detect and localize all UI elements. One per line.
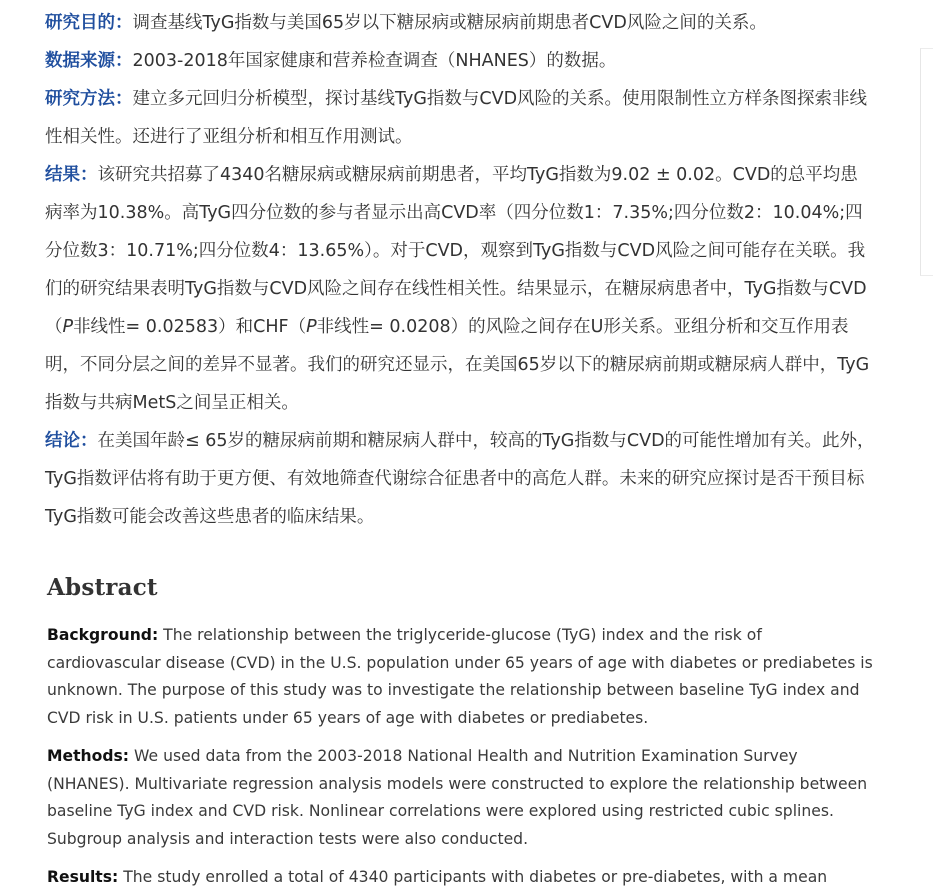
data-source-text: 2003-2018年国家健康和营养检查调查（NHANES）的数据。 <box>132 51 617 71</box>
english-abstract <box>47 622 877 896</box>
objective-paragraph <box>45 4 875 42</box>
conclusion-paragraph <box>45 422 875 536</box>
p-symbol-1: P <box>62 317 74 337</box>
data-source-paragraph <box>45 42 875 80</box>
results-paragraph <box>45 156 875 422</box>
results-text-3: 非线性= 0.0208）的风险之间存在U形关系。亚组分析和交互作用表明，不同分层之间的差异不显著。我们的研究还显示，在美国65岁以下的糖尿病前期或糖尿病人群中，TyG指数与共病MetS之间呈正相关。 <box>45 317 870 413</box>
abstract-methods-text: We used data from the 2003-2018 National Health and Nutrition Examination Survey (NHANES). Multivariate regression analysis models were constructed to explore the relationship between baseline TyG index and CVD risk. Nonlinear correlations were explored using restricted cubic splines. Subgroup analysis and interaction tests were also conducted. <box>47 747 868 848</box>
side-panel-edge <box>920 48 933 276</box>
conclusion-text: 在美国年龄≤ 65岁的糖尿病前期和糖尿病人群中，较高的TyG指数与CVD的可能性增加有关。此外，TyG指数评估将有助于更方便、有效地筛查代谢综合征患者中的高危人群。未来的研究应探讨是否干预目标TyG指数可能会改善这些患者的临床结果。 <box>45 431 875 527</box>
abstract-heading: Abstract <box>47 574 158 601</box>
abstract-results-label: Results: <box>47 868 119 886</box>
results-text-2: 非线性= 0.02583）和CHF（ <box>73 317 307 337</box>
abstract-methods-paragraph <box>47 743 877 853</box>
chinese-summary <box>45 4 875 536</box>
methods-text: 建立多元回归分析模型，探讨基线TyG指数与CVD风险的关系。使用限制性立方样条图探索非线性相关性。还进行了亚组分析和相互作用测试。 <box>45 89 868 147</box>
abstract-background-paragraph <box>47 622 877 732</box>
abstract-background-label: Background: <box>47 626 159 644</box>
abstract-results-paragraph <box>47 864 877 892</box>
abstract-methods-label: Methods: <box>47 747 130 765</box>
methods-paragraph <box>45 80 875 156</box>
results-text-1: 该研究共招募了4340名糖尿病或糖尿病前期患者，平均TyG指数为9.02 ± 0.02。CVD的总平均患病率为10.38%。高TyG四分位数的参与者显示出高CVD率（四分位数1：7.35%;四分位数2：10.04%;四分位数3：10.71%;四分位数4：13.65%）。对于CVD，观察到TyG指数与CVD风险之间可能存在关联。我们的研究结果表明TyG指数与CVD风险之间存在线性相关性。结果显示，在糖尿病患者中，TyG指数与CVD（ <box>45 165 867 337</box>
data-source-label: 数据来源： <box>45 51 133 71</box>
results-label: 结果： <box>45 165 98 185</box>
objective-text: 调查基线TyG指数与美国65岁以下糖尿病或糖尿病前期患者CVD风险之间的关系。 <box>132 13 767 33</box>
p-symbol-2: P <box>306 317 317 337</box>
abstract-results-text: The study enrolled a total of 4340 participants with diabetes or pre-diabetes, with a mean <box>123 868 828 886</box>
conclusion-label: 结论： <box>45 431 98 451</box>
abstract-background-text: The relationship between the triglyceride-glucose (TyG) index and the risk of cardiovascular disease (CVD) in the U.S. population under 65 years of age with diabetes or prediabetes is unknown. The purpose of this study was to investigate the relationship between baseline TyG index and CVD risk in U.S. patients under 65 years of age with diabetes or prediabetes. <box>47 626 873 727</box>
objective-label: 研究目的： <box>45 13 133 33</box>
methods-label: 研究方法： <box>45 89 133 109</box>
